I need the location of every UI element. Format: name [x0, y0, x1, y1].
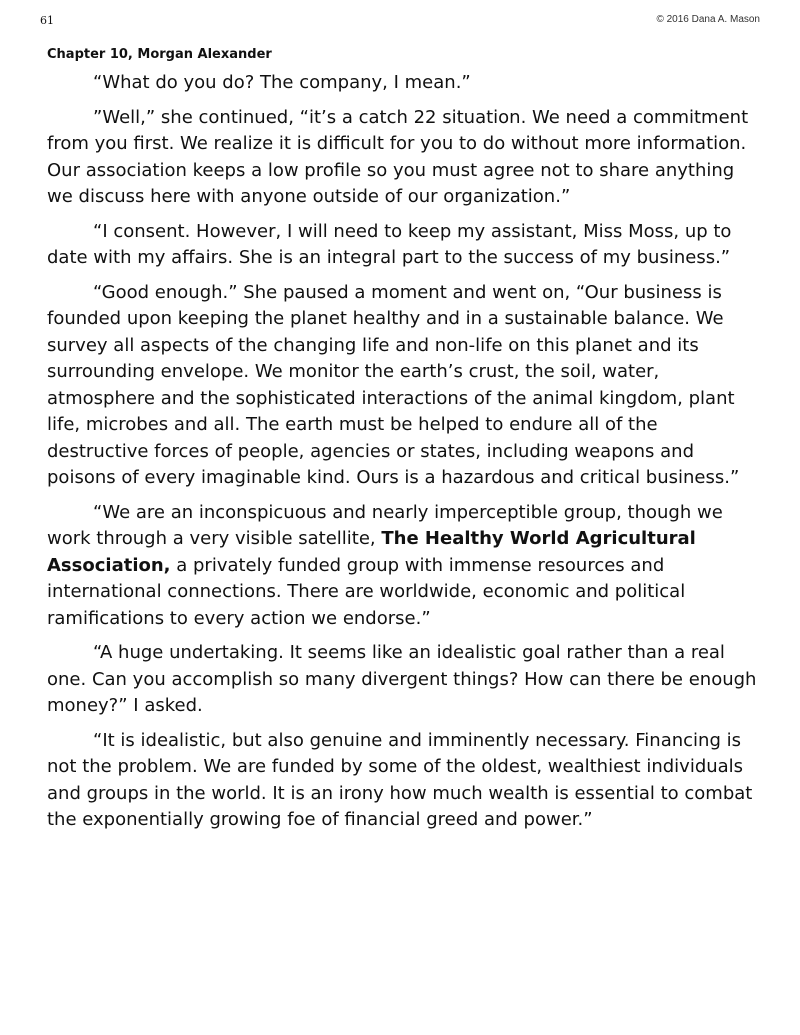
chapter-heading: Chapter 10, Morgan Alexander	[47, 47, 272, 62]
paragraph: “It is idealistic, but also genuine and imminently necessary. Financing is not the problem. We are funded by some of the oldest, wealthiest individuals and groups in the world. It is an irony how much wealth is essential to combat the exponentially growing foe of financial greed and power.”	[47, 729, 753, 830]
page-number: 61	[40, 14, 54, 27]
paragraph: “What do you do? The company, I mean.”	[93, 72, 471, 93]
paragraph: “A huge undertaking. It seems like an idealistic goal rather than a real one. Can you accomplish so many divergent things? How can there be enough money?” I asked.	[47, 642, 757, 716]
copyright-notice: © 2016 Dana A. Mason	[656, 14, 760, 25]
paragraph: “I consent. However, I will need to keep my assistant, Miss Moss, up to date with my affairs. She is an integral part to the success of my business.”	[47, 220, 732, 268]
organization-name: The Healthy World Agricultural Association,	[47, 528, 696, 576]
paragraph: “Good enough.” She paused a moment and went on, “Our business is founded upon keeping the planet healthy and in a sustainable balance. We survey all aspects of the changing life and non-life on this planet and its surrounding envelope. We monitor the earth’s crust, the soil, water, atmosphere and the sophisticated interactions of the animal kingdom, plant life, microbes and all. The earth must be helped to endure all of the destructive forces of people, agencies or states, including weapons and poisons of every imaginable kind. Ours is a hazardous and critical business.”	[47, 281, 740, 488]
body-text	[47, 70, 763, 842]
paragraph-text: a privately funded group with immense resources and international connections. There are worldwide, economic and political ramifications to every action we endorse.”	[47, 554, 686, 629]
paragraph-text: “We are an inconspicuous and nearly imperceptible group, though we work through a very visible satellite,	[47, 501, 723, 549]
paragraph: ”Well,” she continued, “it’s a catch 22 situation. We need a commitment from you first. We realize it is difficult for you to do without more information. Our association keeps a low profile so you must agree not to share anything we discuss here with anyone outside of our organization.”	[47, 106, 749, 207]
paragraph	[47, 500, 763, 633]
